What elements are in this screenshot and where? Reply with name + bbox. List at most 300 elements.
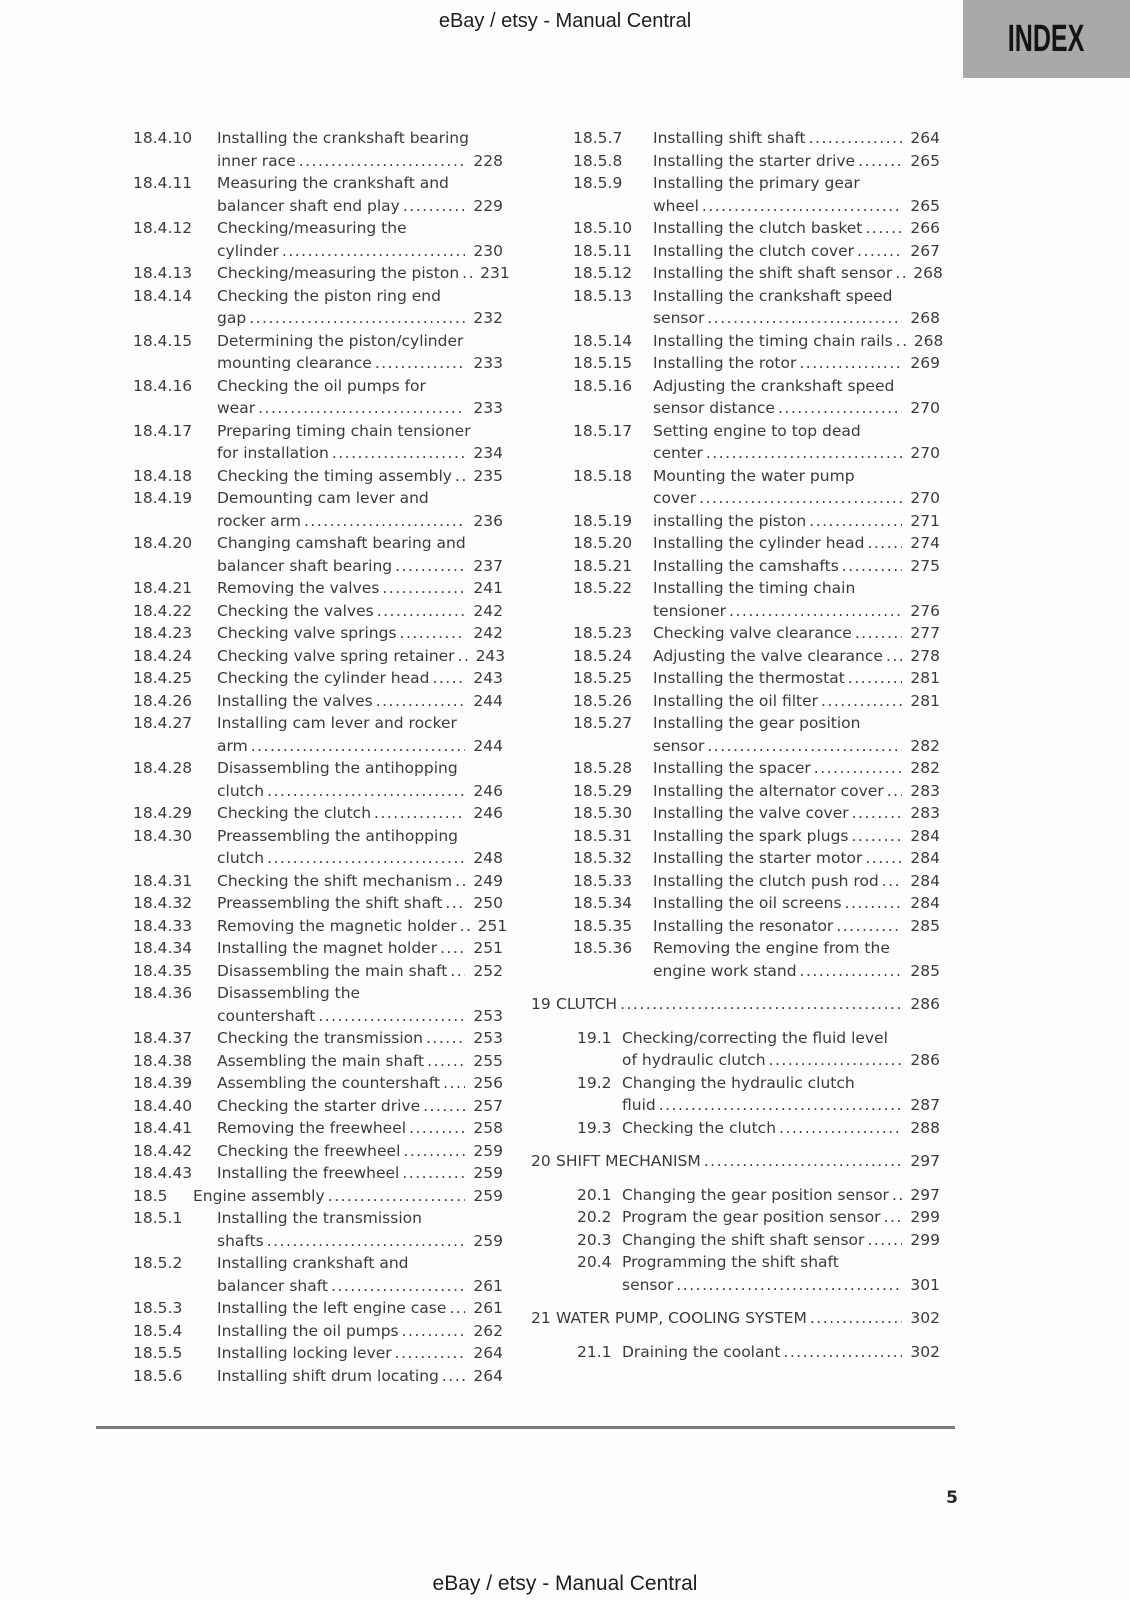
toc-entry xyxy=(531,667,940,690)
toc-entry-title: Installing the cylinder head xyxy=(653,534,865,552)
toc-entry xyxy=(133,757,503,802)
toc-entry-last-line xyxy=(217,645,506,668)
dot-leader xyxy=(836,915,902,938)
toc-entry-title: wheel xyxy=(653,196,699,215)
toc-entry-number: 18.5.3 xyxy=(133,1299,183,1317)
toc-entry-number: 18.4.16 xyxy=(133,376,193,395)
toc-entry-number: 18.5.4 xyxy=(133,1321,183,1340)
toc-entry-last-line xyxy=(217,667,503,690)
toc-entry-page: 288 xyxy=(910,1118,940,1137)
toc-entry xyxy=(133,487,503,532)
toc-entry-title: Installing the clutch cover xyxy=(653,241,855,260)
toc-entry-last-line xyxy=(217,1140,503,1163)
toc-entry-body xyxy=(217,375,503,420)
dot-leader xyxy=(707,735,902,758)
dot-leader xyxy=(659,1094,903,1117)
toc-entry-last-line xyxy=(653,397,940,420)
toc-entry-number: 18.5.35 xyxy=(573,916,633,935)
toc-entry-number: 19.1 xyxy=(577,1028,612,1047)
toc-entry-number: 18.4.39 xyxy=(133,1074,193,1092)
toc-entry-page: 286 xyxy=(910,1051,940,1069)
toc-entry xyxy=(133,712,503,757)
toc-entry-last-line xyxy=(653,622,940,645)
toc-entry-last-line xyxy=(217,802,503,825)
toc-entry-body xyxy=(193,1185,503,1208)
toc-entry-body xyxy=(653,870,940,893)
toc-entry xyxy=(133,667,503,690)
toc-entry-page: 281 xyxy=(910,669,940,687)
toc-entry-title: rocker arm xyxy=(217,511,301,530)
toc-entry xyxy=(531,555,940,578)
toc-entry-body xyxy=(217,487,503,532)
dot-leader xyxy=(332,442,466,465)
toc-entry-number: 18.5.26 xyxy=(573,691,633,710)
toc-entry-body xyxy=(653,645,940,668)
dot-leader xyxy=(432,667,465,690)
toc-entry-last-line xyxy=(217,1297,503,1320)
toc-entry xyxy=(531,1307,940,1330)
toc-entry-title: Preassembling the shift shaft xyxy=(217,894,443,912)
toc-entry-page: 270 xyxy=(910,399,940,417)
toc-entry-number: 18.4.12 xyxy=(133,219,193,237)
toc-entry-body xyxy=(217,915,508,938)
toc-entry-body xyxy=(653,555,940,578)
toc-entry-page: 271 xyxy=(910,511,940,530)
toc-entry-last-line xyxy=(217,577,503,600)
toc-entry-title: Checking valve clearance xyxy=(653,624,852,642)
toc-left-column xyxy=(133,127,510,1387)
toc-entry xyxy=(133,127,503,172)
toc-entry-title: Installing the resonator xyxy=(653,916,834,935)
toc-entry-page: 285 xyxy=(910,916,940,935)
toc-entry-last-line xyxy=(217,1162,503,1185)
toc-entry-page: 282 xyxy=(910,736,940,755)
toc-entry-page: 297 xyxy=(910,1185,940,1204)
dot-leader xyxy=(374,802,465,825)
toc-entry-body xyxy=(217,870,503,893)
toc-entry-page: 255 xyxy=(473,1051,503,1070)
toc-entry-page: 275 xyxy=(910,556,940,575)
toc-entry-body xyxy=(217,1072,503,1095)
toc-entry-title: Checking the clutch xyxy=(217,804,372,822)
toc-entry-body xyxy=(217,330,503,375)
toc-entry-body xyxy=(217,757,503,802)
dot-leader xyxy=(783,1341,902,1364)
toc-entry-number: 18.4.19 xyxy=(133,489,193,507)
dot-leader xyxy=(896,330,906,353)
toc-entry-body xyxy=(622,1206,940,1229)
dot-leader xyxy=(331,1275,465,1298)
toc-entry-last-line xyxy=(217,1050,503,1073)
dot-leader xyxy=(800,960,903,983)
toc-entry-page: 243 xyxy=(475,646,506,665)
toc-entry-page: 261 xyxy=(473,1276,503,1295)
toc-entry-body xyxy=(217,645,506,668)
toc-entry-number: 18.5 xyxy=(133,1186,168,1205)
toc-entry-title: Assembling the countershaft xyxy=(217,1074,441,1092)
toc-entry-last-line xyxy=(217,1072,503,1095)
toc-entry-title: Checking the cylinder head xyxy=(217,669,430,687)
toc-entry-page: 235 xyxy=(473,466,503,485)
toc-entry-last-line xyxy=(217,1342,503,1365)
toc-entry-last-line xyxy=(217,690,503,713)
dot-leader xyxy=(258,397,465,420)
toc-entry-body xyxy=(653,622,940,645)
toc-entry-body xyxy=(217,172,503,217)
toc-entry-title: Checking the shift mechanism xyxy=(217,871,453,890)
toc-entry-body xyxy=(217,600,503,623)
toc-entry-body xyxy=(653,150,940,173)
toc-entry-number: 18.5.32 xyxy=(573,849,633,867)
toc-entry-number: 18.5.5 xyxy=(133,1344,183,1362)
toc-entry-title: Installing the clutch basket xyxy=(653,219,863,237)
toc-entry-page: 269 xyxy=(910,354,940,372)
toc-entry-page: 258 xyxy=(473,1119,503,1137)
toc-entry-page: 270 xyxy=(910,489,940,507)
dot-leader xyxy=(707,307,902,330)
toc-entry-last-line xyxy=(217,1027,503,1050)
toc-entry-title: Engine assembly xyxy=(193,1186,325,1205)
toc-entry-page: 301 xyxy=(910,1275,940,1294)
toc-entry-number: 18.4.15 xyxy=(133,331,193,350)
dot-leader xyxy=(251,735,466,758)
toc-entry-last-line xyxy=(217,465,503,488)
dot-leader xyxy=(855,622,903,645)
toc-entry-title-line: Determining the piston/cylinder xyxy=(217,331,464,350)
toc-entry-number: 18.5.23 xyxy=(573,624,633,642)
toc-entry-page: 228 xyxy=(473,151,503,170)
toc-entry-body xyxy=(217,937,503,960)
toc-entry-page: 282 xyxy=(910,759,940,777)
toc-entry-number: 18.5.31 xyxy=(573,826,633,845)
dot-leader xyxy=(455,870,465,893)
toc-entry-number: 18.4.21 xyxy=(133,579,193,597)
toc-entry xyxy=(133,1185,503,1208)
dot-leader xyxy=(403,195,466,218)
toc-entry xyxy=(531,127,940,150)
toc-entry-last-line xyxy=(217,262,510,285)
toc-entry-body xyxy=(653,577,940,622)
toc-entry-title: Installing the left engine case xyxy=(217,1299,447,1317)
toc-entry-title-line: Checking/correcting the fluid level xyxy=(622,1028,888,1047)
toc-entry-page: 229 xyxy=(473,196,503,215)
toc-entry-title: balancer shaft end play xyxy=(217,196,400,215)
toc-entry-last-line xyxy=(217,352,503,375)
toc-entry-page: 259 xyxy=(473,1164,503,1182)
dot-leader xyxy=(376,690,466,713)
toc-entry-page: 283 xyxy=(910,804,940,822)
dot-leader xyxy=(400,622,466,645)
toc-entry-number: 18.4.35 xyxy=(133,961,193,980)
toc-entry-body xyxy=(217,1117,503,1140)
toc-entry-title: Checking the starter drive xyxy=(217,1096,421,1115)
dot-leader xyxy=(729,600,902,623)
toc-entry xyxy=(133,1207,503,1252)
toc-entry-body xyxy=(653,825,940,848)
toc-entry-number: 18.4.29 xyxy=(133,804,193,822)
toc-entry xyxy=(133,825,503,870)
dot-leader xyxy=(852,802,903,825)
toc-entry-page: 241 xyxy=(473,579,503,597)
toc-entry-number: 18.4.17 xyxy=(133,421,193,440)
toc-entry xyxy=(133,465,503,488)
toc-entry xyxy=(531,1206,940,1229)
toc-entry-title: Installing the freewheel xyxy=(217,1164,400,1182)
toc-entry-body xyxy=(653,757,940,780)
toc-entry-number: 18.4.26 xyxy=(133,691,193,710)
toc-entry-page: 302 xyxy=(910,1309,940,1327)
dot-leader xyxy=(842,555,903,578)
toc-entry-title: Installing the oil filter xyxy=(653,691,818,710)
toc-entry-body xyxy=(217,1140,503,1163)
toc-entry-last-line xyxy=(622,1206,940,1229)
toc-entry-number: 20 xyxy=(531,1152,551,1170)
toc-entry-body xyxy=(653,420,940,465)
toc-entry-body xyxy=(217,1095,503,1118)
toc-entry-last-line xyxy=(217,1005,503,1028)
toc-entry xyxy=(133,600,503,623)
toc-entry-title: Installing shift drum locating xyxy=(217,1366,439,1385)
toc-entry-title: mounting clearance xyxy=(217,354,372,372)
toc-entry-number: 18.4.37 xyxy=(133,1029,193,1047)
toc-entry-last-line xyxy=(653,127,940,150)
toc-entry xyxy=(133,870,503,893)
toc-entry-title-line: Preassembling the antihopping xyxy=(217,826,458,845)
toc-entry-page: 285 xyxy=(910,961,940,980)
toc-entry-number: 18.4.30 xyxy=(133,826,193,845)
dot-leader xyxy=(403,1140,465,1163)
dot-leader xyxy=(382,577,465,600)
toc-entry-title: clutch xyxy=(217,849,265,867)
toc-entry-last-line xyxy=(653,150,940,173)
toc-entry xyxy=(531,1184,940,1207)
toc-entry-number: 18.5.28 xyxy=(573,759,633,777)
dot-leader xyxy=(867,1229,902,1252)
toc-entry-page: 299 xyxy=(910,1208,940,1226)
toc-entry-number: 18.4.13 xyxy=(133,264,193,282)
toc-entry-last-line xyxy=(653,330,944,353)
toc-entry-last-line xyxy=(653,645,940,668)
toc-entry-title: Program the gear position sensor xyxy=(622,1208,881,1226)
dot-leader xyxy=(304,510,465,533)
toc-entry-last-line xyxy=(653,892,940,915)
toc-entry-body xyxy=(653,285,940,330)
toc-entry-title: Disassembling the main shaft xyxy=(217,961,448,980)
toc-entry-last-line xyxy=(217,1095,503,1118)
toc-entry-last-line xyxy=(217,397,503,420)
toc-entry xyxy=(133,577,503,600)
toc-entry-page: 259 xyxy=(473,1231,503,1250)
toc-entry xyxy=(531,1341,940,1364)
toc-entry-last-line xyxy=(622,1229,940,1252)
toc-entry xyxy=(133,960,503,983)
toc-entry-number: 20.1 xyxy=(577,1185,612,1204)
toc-entry-page: 264 xyxy=(910,129,940,147)
toc-entry-title: inner race xyxy=(217,151,296,170)
toc-entry-title: Removing the magnetic holder xyxy=(217,916,457,935)
toc-entry-number: 18.4.40 xyxy=(133,1096,193,1115)
toc-entry-title: Installing the rotor xyxy=(653,354,797,372)
toc-entry-last-line xyxy=(217,1365,503,1388)
toc-entry-title: Assembling the main shaft xyxy=(217,1051,425,1070)
toc-entry-page: 252 xyxy=(473,961,503,980)
toc-entry-last-line xyxy=(653,847,940,870)
toc-entry-title: of hydraulic clutch xyxy=(622,1051,766,1069)
toc-entry-title: shafts xyxy=(217,1231,264,1250)
toc-entry-last-line xyxy=(653,690,940,713)
toc-entry xyxy=(531,1229,940,1252)
toc-entry-page: 274 xyxy=(910,534,940,552)
toc-entry-last-line xyxy=(217,892,503,915)
toc-entry-title-line: Checking the oil pumps for xyxy=(217,376,426,395)
toc-entry-number: 18.5.27 xyxy=(573,714,633,732)
toc-entry-last-line xyxy=(653,510,940,533)
dot-leader xyxy=(267,1230,466,1253)
toc-entry-title-line: Checking the piston ring end xyxy=(217,286,441,305)
toc-entry-title: Installing the valve cover xyxy=(653,804,849,822)
toc-entry-last-line xyxy=(653,487,940,510)
toc-entry-title-line: Changing camshaft bearing and xyxy=(217,534,466,552)
toc-entry-title: Changing the shift shaft sensor xyxy=(622,1230,865,1249)
dot-leader xyxy=(852,825,903,848)
toc-entry-body xyxy=(217,622,503,645)
toc-entry-title-line: Programming the shift shaft xyxy=(622,1253,839,1271)
toc-entry xyxy=(531,802,940,825)
toc-entry xyxy=(531,1150,940,1173)
toc-entry-last-line xyxy=(622,1184,940,1207)
toc-entry-title-line: Installing the gear position xyxy=(653,714,861,732)
toc-entry-number: 18.4.33 xyxy=(133,916,193,935)
dot-leader xyxy=(821,690,902,713)
toc-entry-title: Installing the spark plugs xyxy=(653,826,849,845)
toc-entry xyxy=(531,150,940,173)
toc-entry-last-line xyxy=(622,1117,940,1140)
toc-entry-number: 18.5.13 xyxy=(573,286,633,305)
toc-entry-number: 18.5.14 xyxy=(573,331,633,350)
toc-entry-title: wear xyxy=(217,399,256,417)
toc-entry-title: sensor distance xyxy=(653,399,775,417)
toc-entry-page: 287 xyxy=(910,1096,940,1114)
dot-leader xyxy=(857,240,902,263)
toc-entry-title-line: Removing the engine from the xyxy=(653,939,890,957)
header-title: eBay / etsy - Manual Central xyxy=(438,10,692,32)
toc-entry-last-line xyxy=(217,780,503,803)
toc-entry-title-line: Disassembling the antihopping xyxy=(217,759,458,777)
toc-entry xyxy=(133,690,503,713)
dot-leader xyxy=(423,1095,465,1118)
toc-entry-title: Installing the magnet holder xyxy=(217,939,438,957)
toc-entry-last-line xyxy=(217,150,503,173)
toc-entry-number: 18.4.10 xyxy=(133,129,193,147)
toc-entry-number: 18.5.22 xyxy=(573,579,633,597)
toc-entry-body xyxy=(653,532,940,555)
toc-entry xyxy=(133,262,510,285)
toc-entry-page: 232 xyxy=(473,309,503,327)
dot-leader xyxy=(699,487,902,510)
toc-entry-last-line xyxy=(217,870,503,893)
dot-leader xyxy=(328,1185,466,1208)
toc-entry-title-line: Installing the crankshaft bearing xyxy=(217,129,469,147)
toc-entry-title: clutch xyxy=(217,781,265,800)
toc-entry-number: 18.4.20 xyxy=(133,534,193,552)
toc-entry-last-line xyxy=(556,1307,940,1330)
toc-entry xyxy=(133,1365,503,1388)
toc-entry xyxy=(133,532,503,577)
toc-entry-title: gap xyxy=(217,309,247,327)
toc-entry-number: 18.5.17 xyxy=(573,421,633,440)
toc-entry-last-line xyxy=(217,442,503,465)
toc-entry-number: 18.5.25 xyxy=(573,669,633,687)
dot-leader xyxy=(442,1365,466,1388)
toc-entry xyxy=(531,330,944,353)
toc-entry-number: 18.4.32 xyxy=(133,894,193,912)
toc-entry-last-line xyxy=(217,600,503,623)
toc-entry-title: sensor xyxy=(653,309,705,327)
toc-entry-page: 284 xyxy=(910,894,940,912)
toc-entry-title: Checking the clutch xyxy=(622,1118,777,1137)
dot-leader xyxy=(799,352,902,375)
footer-rule xyxy=(96,1426,955,1429)
toc-entry-body xyxy=(556,1307,940,1330)
toc-entry-number: 21 xyxy=(531,1309,551,1327)
toc-entry-page: 268 xyxy=(913,264,943,282)
dot-leader xyxy=(458,645,468,668)
toc-entry-title: installing the piston xyxy=(653,511,807,530)
toc-entry-last-line xyxy=(217,240,503,263)
toc-entry-title: Installing the oil pumps xyxy=(217,1321,399,1340)
toc-entry-page: 236 xyxy=(473,511,503,530)
toc-entry-body xyxy=(653,352,940,375)
toc-entry xyxy=(133,172,503,217)
toc-entry-last-line xyxy=(217,555,503,578)
toc-entry-body xyxy=(217,1342,503,1365)
toc-entry-page: 284 xyxy=(910,849,940,867)
toc-entry-page: 244 xyxy=(473,691,503,710)
toc-entry xyxy=(133,1320,503,1343)
toc-entry xyxy=(531,892,940,915)
dot-leader xyxy=(810,1307,903,1330)
toc-entry-title-line: Adjusting the crankshaft speed xyxy=(653,376,895,395)
toc-entry xyxy=(133,1095,503,1118)
toc-entry-body xyxy=(217,1365,503,1388)
toc-entry xyxy=(531,870,940,893)
toc-entry-last-line xyxy=(217,1320,503,1343)
dot-leader xyxy=(704,1150,903,1173)
toc-entry xyxy=(133,937,503,960)
toc-entry-page: 251 xyxy=(477,916,508,935)
toc-entry-body xyxy=(217,667,503,690)
toc-entry-title-line: Setting engine to top dead xyxy=(653,421,861,440)
toc-entry-number: 18.5.12 xyxy=(573,264,633,282)
toc-entry-last-line xyxy=(217,1117,503,1140)
dot-leader xyxy=(450,960,465,983)
toc-entry-last-line xyxy=(217,195,503,218)
toc-entry-number: 18.4.22 xyxy=(133,601,193,620)
dot-leader xyxy=(865,847,902,870)
toc-entry xyxy=(531,825,940,848)
dot-leader xyxy=(845,892,903,915)
toc-entry xyxy=(133,982,503,1027)
toc-entry-page: 253 xyxy=(473,1006,503,1025)
toc-entry-body xyxy=(653,465,940,510)
toc-entry-body xyxy=(217,960,503,983)
toc-entry-number: 18.4.14 xyxy=(133,286,193,305)
toc-entry-title: countershaft xyxy=(217,1006,316,1025)
toc-entry-title: Checking the transmission xyxy=(217,1029,423,1047)
toc-entry-number: 20.2 xyxy=(577,1208,612,1226)
toc-entry-body xyxy=(622,1251,940,1296)
toc-entry-number: 18.4.41 xyxy=(133,1119,193,1137)
